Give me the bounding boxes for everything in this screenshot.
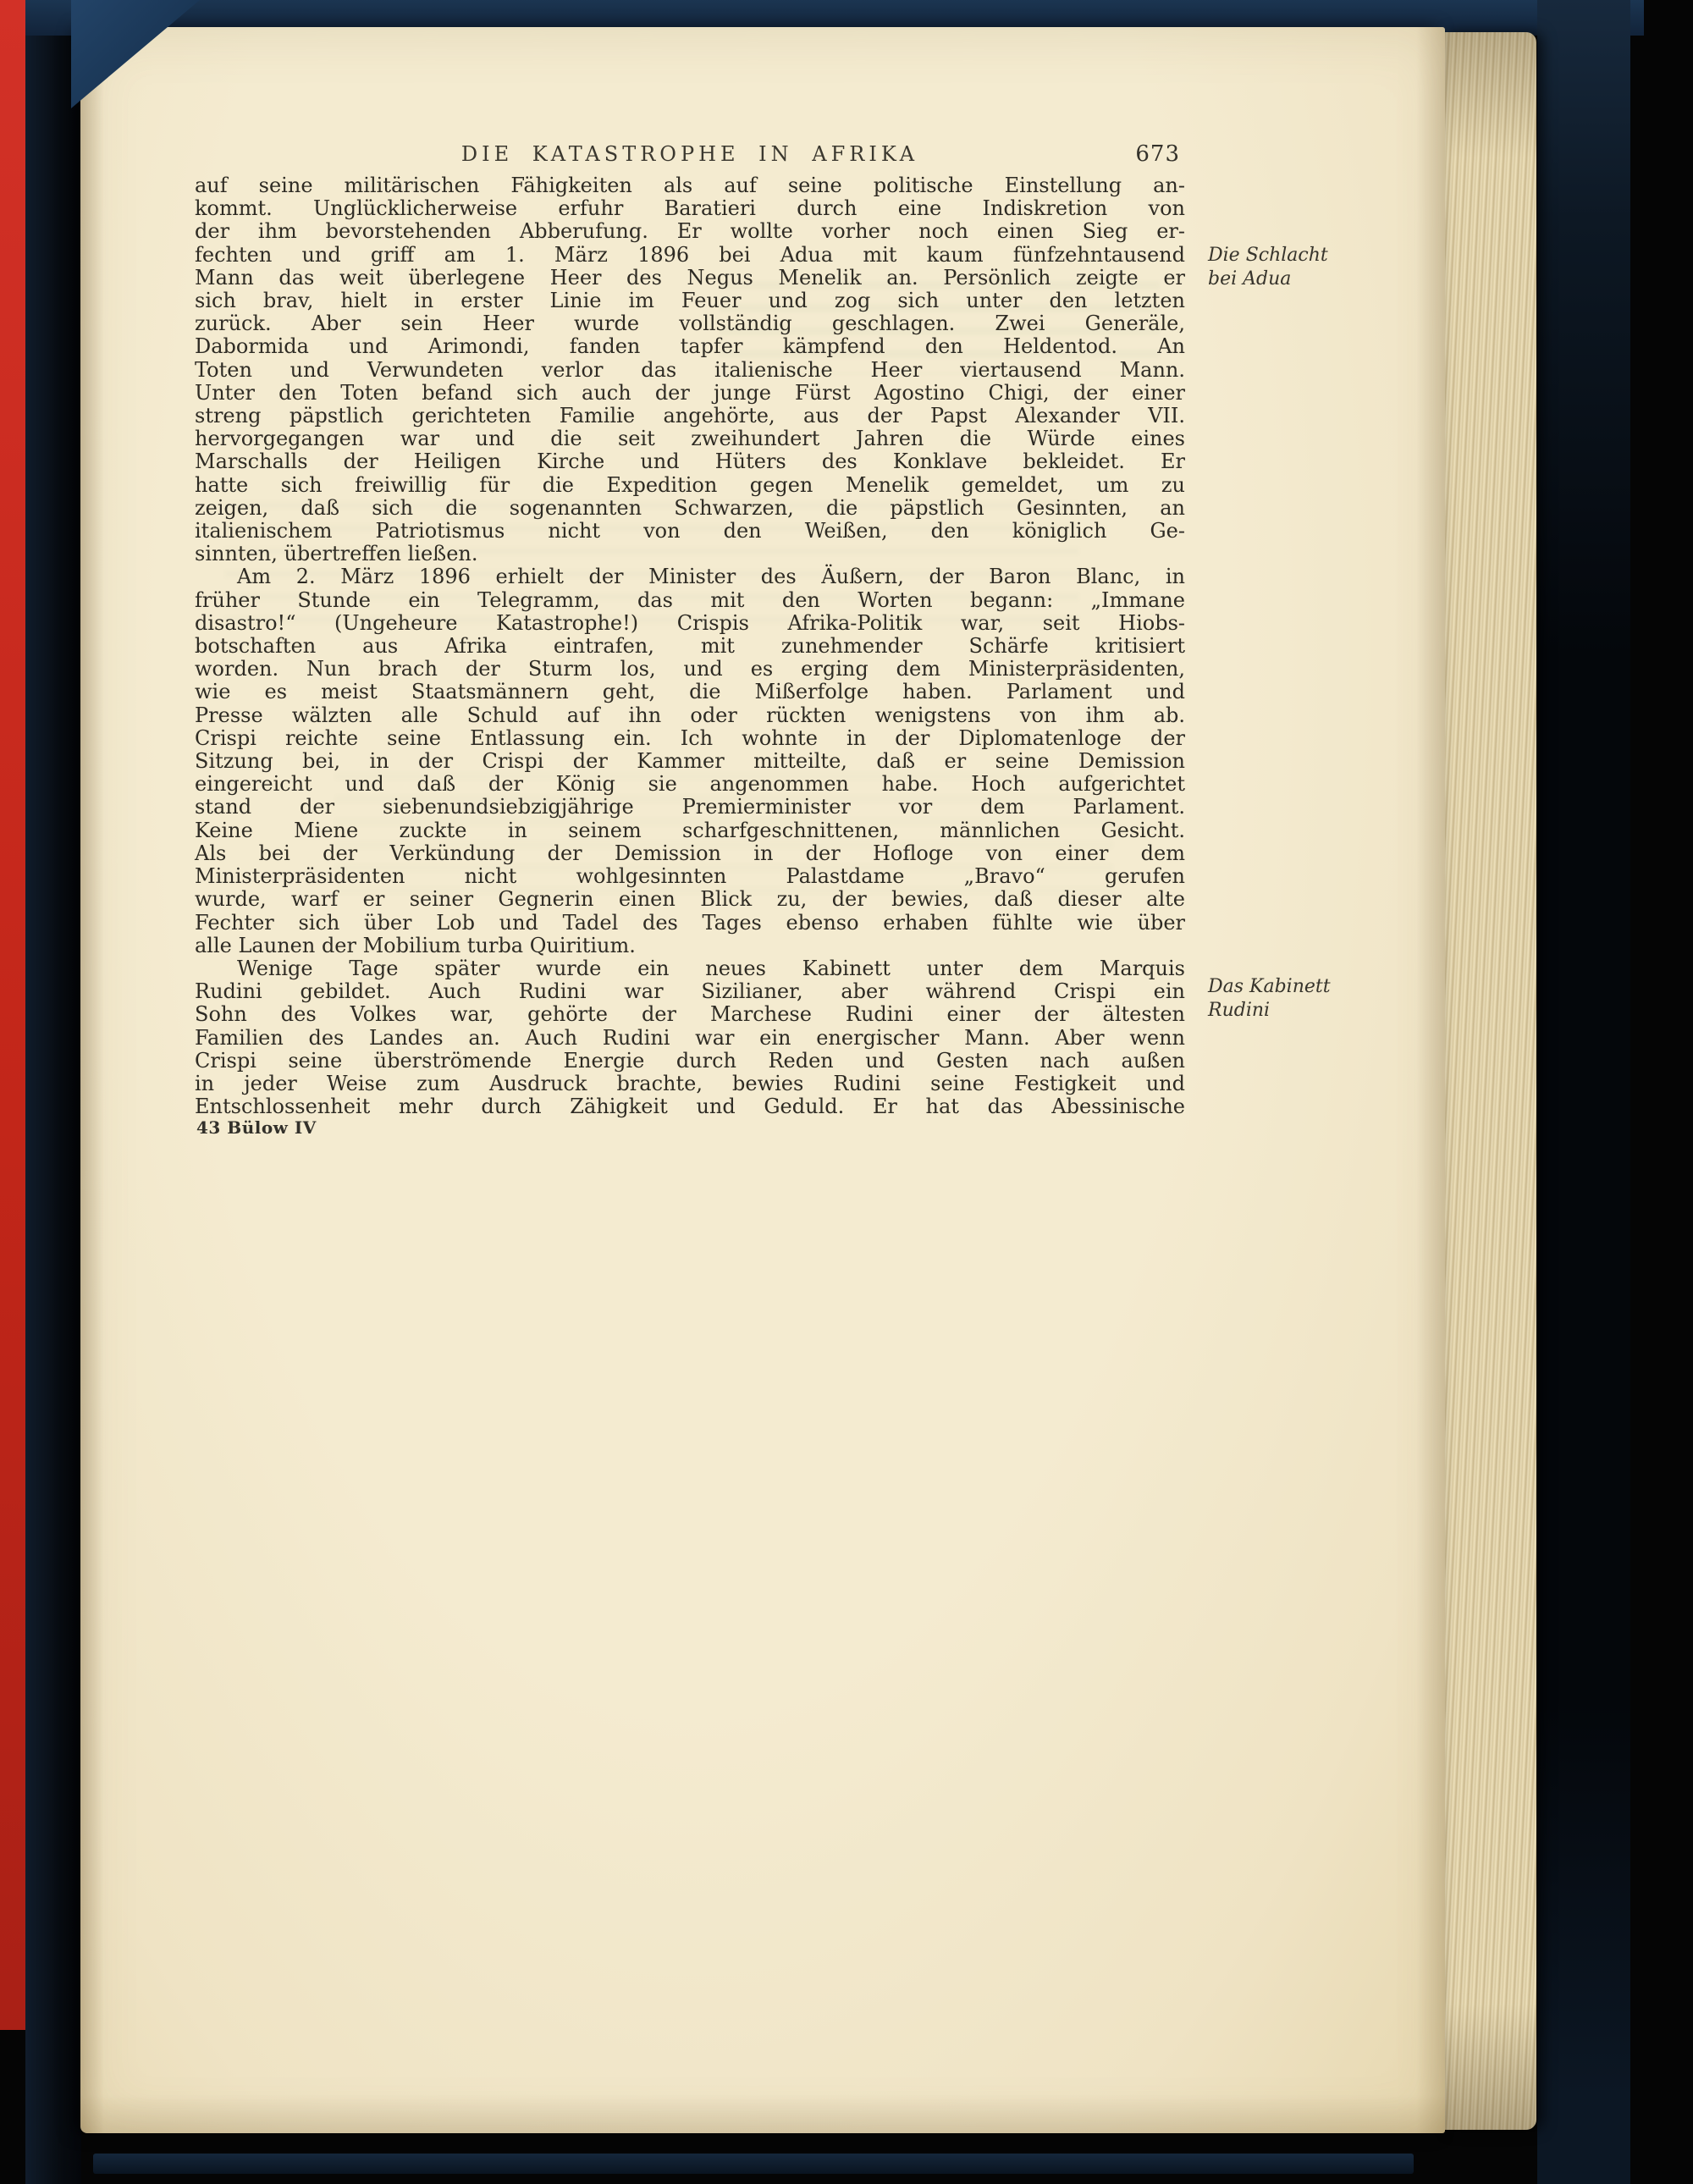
text-line: streng päpstlich gerichteten Familie angehörte, aus der Papst Alexander VII. [195, 404, 1185, 428]
text-line: Crispi reichte seine Entlassung ein. Ich wohnte in der Diplomatenloge der [195, 725, 1185, 750]
text-line: italienischem Patriotismus nicht von den Weißen, den königlich Ge- [195, 519, 1185, 543]
page-edge-stack [1443, 32, 1536, 2130]
text-line: botschaften aus Afrika eintrafen, mit zunehmender Schärfe kritisiert [195, 634, 1185, 659]
text-line: Unter den Toten befand sich auch der junge Fürst Agostino Chigi, der einer [195, 380, 1185, 405]
margin-note-kabinett-rudini [1208, 975, 1386, 1023]
text-line: früher Stunde ein Telegramm, das mit den Worten begann: „Immane [195, 587, 1185, 612]
text-line: wurde, warf er seiner Gegnerin einen Blick zu, der bewies, daß dieser alte [195, 887, 1185, 912]
text-line: Crispi seine überströmende Energie durch Reden und Gesten nach außen [195, 1048, 1185, 1073]
text-line: disastro!“ (Ungeheure Katastrophe!) Crispis Afrika-Politik war, seit Hiobs- [195, 610, 1185, 635]
text-line: sinnten, übertreffen ließen. [195, 542, 478, 566]
body-text-block [195, 174, 1185, 1118]
text-line: Rudini gebildet. Auch Rudini war Sizilianer, aber während Crispi ein [195, 979, 1185, 1004]
text-line: Am 2. März 1896 erhielt der Minister des Äußern, der Baron Blanc, in [237, 565, 1185, 589]
page-number: 673 [1135, 141, 1180, 167]
paragraph [195, 957, 1185, 1118]
text-line: fechten und griff am 1. März 1896 bei Adua mit kaum fünfzehntausend [195, 242, 1185, 267]
book-cover-left-edge [25, 0, 81, 2184]
text-line: auf seine militärischen Fähigkeiten als auf seine politische Einstellung an- [195, 174, 1185, 197]
text-line: Mann das weit überlegene Heer des Negus Menelik an. Persönlich zeigte er [195, 265, 1185, 290]
text-line: Wenige Tage später wurde ein neues Kabinett unter dem Marquis [237, 956, 1185, 980]
text-line: Presse wälzten alle Schuld auf ihn oder rückten wenigstens von ihm ab. [195, 703, 1185, 727]
text-line: Fechter sich über Lob und Tadel des Tages ebenso erhaben fühlte wie über [195, 910, 1185, 935]
text-line: Keine Miene zuckte in seinem scharfgeschnittenen, männlichen Gesicht. [195, 818, 1185, 842]
text-line: zurück. Aber sein Heer wurde vollständig geschlagen. Zwei Generäle, [195, 312, 1185, 336]
text-line: eingereicht und daß der König sie angenommen habe. Hoch aufgerichtet [195, 772, 1185, 797]
book-cover-bottom-edge [93, 2154, 1414, 2174]
margin-note-line: Die Schlacht [1208, 245, 1328, 266]
text-line: in jeder Weise zum Ausdruck brachte, bewies Rudini seine Festigkeit und [195, 1071, 1185, 1095]
margin-note-line: Das Kabinett [1208, 976, 1331, 997]
book-cover-right-edge [1537, 0, 1630, 2184]
text-line: alle Launen der Mobilium turba Quiritium. [195, 933, 636, 957]
text-line: hervorgegangen war und die seit zweihundert Jahren die Würde eines [195, 427, 1185, 451]
paragraph [195, 565, 1185, 957]
text-line: Dabormida und Arimondi, fanden tapfer kämpfend den Heldentod. An [195, 334, 1185, 359]
bookmark-ribbon [0, 0, 25, 2030]
text-line: Marschalls der Heiligen Kirche und Hüters des Konklave bekleidet. Er [195, 449, 1185, 474]
page-header [195, 142, 1185, 173]
text-line: worden. Nun brach der Sturm los, und es erging dem Ministerpräsidenten, [195, 657, 1185, 681]
text-line: stand der siebenundsiebzigjährige Premierminister vor dem Parlament. [195, 795, 1185, 819]
text-line: Familien des Landes an. Auch Rudini war ein energischer Mann. Aber wenn [195, 1025, 1185, 1050]
text-line: hatte sich freiwillig für die Expedition gegen Menelik gemeldet, um zu [195, 472, 1185, 497]
margin-note-schlacht-bei-adua [1208, 244, 1386, 291]
text-line: sich brav, hielt in erster Linie im Feuer und zog sich unter den letzten [195, 289, 1185, 313]
text-line: Als bei der Verkündung der Demission in der Hofloge von einer dem [195, 841, 1185, 865]
text-line: wie es meist Staatsmännern geht, die Mißerfolge haben. Parlament und [195, 680, 1185, 704]
text-line: zeigen, daß sich die sogenannten Schwarzen, die päpstlich Gesinnten, an [195, 495, 1185, 520]
text-line: Toten und Verwundeten verlor das italienische Heer viertausend Mann. [195, 357, 1185, 382]
book-page [80, 27, 1445, 2133]
text-line: der ihm bevorstehenden Abberufung. Er wollte vorher noch einen Sieg er- [195, 219, 1185, 244]
running-head-title: DIE KATASTROPHE IN AFRIKA [460, 142, 919, 166]
margin-note-line: bei Adua [1208, 268, 1292, 290]
text-line: Sohn des Volkes war, gehörte der Marchese Rudini einer der ältesten [195, 1002, 1185, 1027]
paragraph [195, 174, 1185, 565]
signature-mark: 43 Bülow IV [196, 1117, 317, 1138]
text-line: kommt. Unglücklicherweise erfuhr Baratieri durch eine Indiskretion von [195, 196, 1185, 221]
text-line: Ministerpräsidenten nicht wohlgesinnten Palastdame „Bravo“ gerufen [195, 864, 1185, 889]
margin-note-line: Rudini [1208, 1000, 1271, 1021]
text-line: Sitzung bei, in der Crispi der Kammer mitteilte, daß er seine Demission [195, 749, 1185, 774]
text-line: Entschlossenheit mehr durch Zähigkeit und Geduld. Er hat das Abessinische [195, 1095, 1185, 1119]
